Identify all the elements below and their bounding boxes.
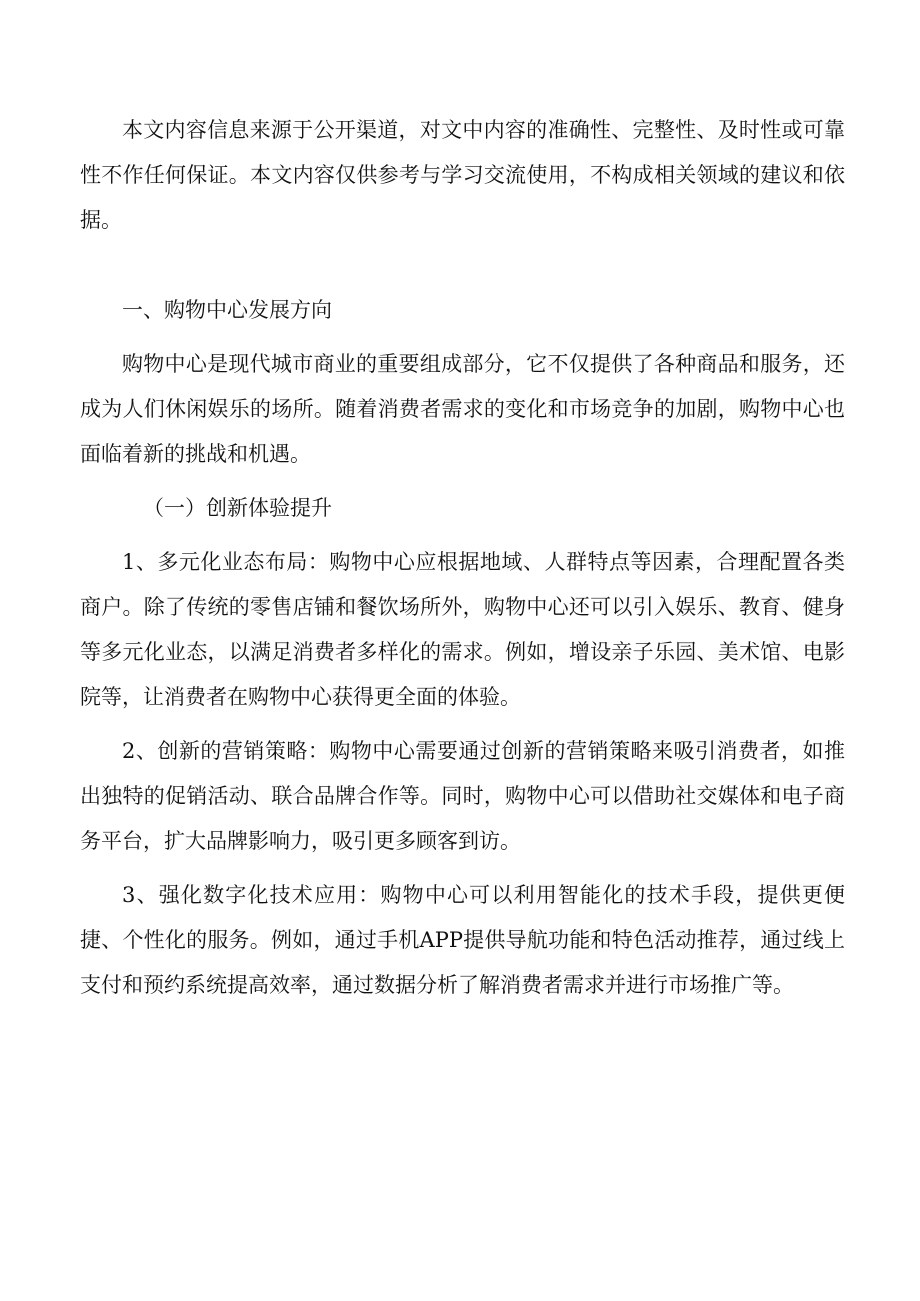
subsection-title: （一）创新体验提升 bbox=[143, 496, 332, 520]
list-item: 1、多元化业态布局：购物中心应根据地域、人群特点等因素，合理配置各类商户。除了传统的零售店铺和餐饮场所外，购物中心还可以引入娱乐、教育、健身等多元化业态，以满足消费者多样化的需求。例如，增设亲子乐园、美术馆、电影院等，让消费者在购物中心获得更全面的体验。 bbox=[80, 550, 845, 709]
list-item: 2、创新的营销策略：购物中心需要通过创新的营销策略来吸引消费者，如推出独特的促销活动、联合品牌合作等。同时，购物中心可以借助社交媒体和电子商务平台，扩大品牌影响力，吸引更多顾客到访。 bbox=[80, 739, 845, 853]
list-item: 3、强化数字化技术应用：购物中心可以利用智能化的技术手段，提供更便捷、个性化的服务。例如，通过手机APP提供导航功能和特色活动推荐，通过线上支付和预约系统提高效率，通过数据分析了解消费者需求并进行市场推广等。 bbox=[80, 883, 845, 997]
intro-paragraph: 购物中心是现代城市商业的重要组成部分，它不仅提供了各种商品和服务，还成为人们休闲娱乐的场所。随着消费者需求的变化和市场竞争的加剧，购物中心也面临着新的挑战和机遇。 bbox=[80, 352, 845, 466]
section-title: 一、购物中心发展方向 bbox=[122, 298, 332, 322]
document-page bbox=[80, 108, 845, 1008]
disclaimer-paragraph: 本文内容信息来源于公开渠道，对文中内容的准确性、完整性、及时性或可靠性不作任何保证。本文内容仅供参考与学习交流使用，不构成相关领域的建议和依据。 bbox=[80, 118, 845, 232]
